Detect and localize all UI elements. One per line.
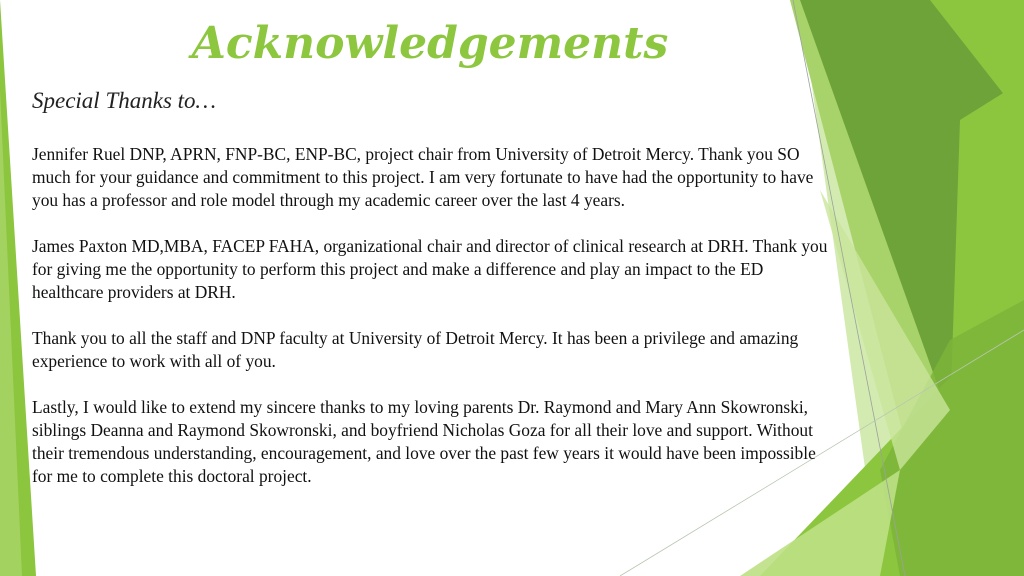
paragraph-staff-faculty: Thank you to all the staff and DNP faculty at University of Detroit Mercy. It has been a privilege and amazing experience to work with all of you. <box>32 328 799 371</box>
acknowledgement-body <box>32 143 832 511</box>
paragraph-project-chair: Jennifer Ruel DNP, APRN, FNP-BC, ENP-BC, project chair from University of Detroit Mercy. Thank you SO much for your guidance and commitment to this project. I am very fortunate to have had the opportunity to have you has a professor and role model through my academic career over the last 4 years. <box>32 144 814 210</box>
paragraph-organizational-chair: James Paxton MD,MBA, FACEP FAHA, organizational chair and director of clinical research at DRH. Thank you for giving me the opportunity to perform this project and make a difference and play an impact to the ED healthcare providers at DRH. <box>32 236 828 302</box>
subtitle: Special Thanks to… <box>32 88 216 113</box>
page-title: Acknowledgements <box>191 18 669 69</box>
paragraph-family: Lastly, I would like to extend my sincere thanks to my loving parents Dr. Raymond and Mary Ann Skowronski, siblings Deanna and Raymond Skowronski, and boyfriend Nicholas Goza for all their love and support. Without their tremendous understanding, encouragement, and love over the past few years it would have been impossible for me to complete this doctoral project. <box>32 397 816 486</box>
